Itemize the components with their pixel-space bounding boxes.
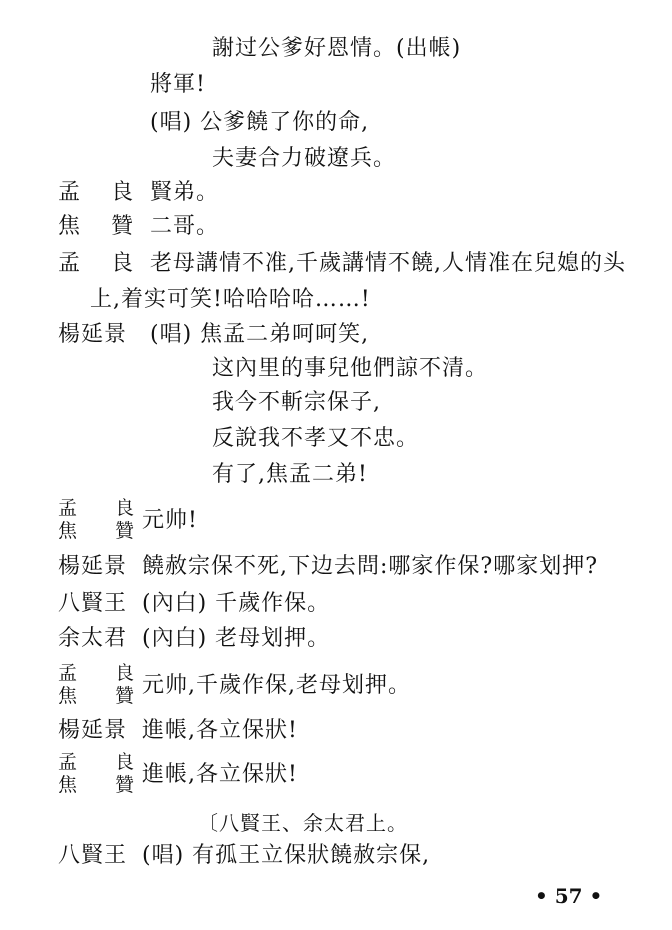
line-22: (唱) 有孤王立保狀饒赦宗保,	[142, 843, 431, 868]
speaker-meng-liang: 孟 良	[58, 251, 145, 276]
speaker-jiao-zan: 焦 贊	[58, 214, 145, 239]
line-10: 这內里的事兒他們諒不清。	[212, 356, 489, 381]
line-8: 上,着实可笑!哈哈哈哈……!	[90, 287, 371, 312]
line-4: 夫妻合力破遼兵。	[212, 146, 397, 171]
line-12: 反說我不孝又不忠。	[212, 426, 420, 451]
line-16: (內白) 千歲作保。	[142, 591, 331, 616]
speaker-she-tai-jun: 余太君	[58, 626, 128, 651]
speaker-yang-yanjing: 楊延景	[58, 322, 128, 347]
speaker-yang-yanjing: 楊延景	[58, 718, 128, 743]
line-14: 元帅!	[142, 508, 198, 533]
speaker-ba-xian-wang: 八賢王	[58, 843, 128, 868]
speaker-yang-yanjing: 楊延景	[58, 554, 128, 579]
page-number: • 57 •	[535, 884, 603, 908]
speaker-jiao-zan: 焦 贊	[58, 520, 151, 542]
line-13: 有了,焦孟二弟!	[212, 462, 368, 487]
line-9: (唱) 焦孟二弟呵呵笑,	[150, 322, 370, 347]
line-17: (內白) 老母划押。	[142, 626, 331, 651]
line-2: 將軍!	[150, 72, 206, 97]
line-15: 饒赦宗保不死,下边去問:哪家作保?哪家划押?	[142, 554, 598, 579]
line-20: 進帳,各立保狀!	[142, 762, 298, 787]
speaker-jiao-zan: 焦 贊	[58, 774, 151, 796]
speaker-ba-xian-wang: 八賢王	[58, 591, 128, 616]
line-1: 謝过公爹好恩情。(出帳)	[212, 36, 462, 61]
line-11: 我今不斬宗保子,	[212, 390, 381, 415]
line-3: (唱) 公爹饒了你的命,	[150, 110, 370, 135]
speaker-meng-liang: 孟 良	[58, 497, 151, 519]
speaker-meng-liang: 孟 良	[58, 180, 145, 205]
speaker-meng-liang: 孟 良	[58, 751, 151, 773]
speaker-jiao-zan: 焦 贊	[58, 685, 151, 707]
stage-direction: 〔八賢王、余太君上。	[198, 811, 408, 835]
line-7: 老母講情不准,千歲講情不饒,人情准在兒媳的头	[150, 251, 626, 276]
line-19: 進帳,各立保狀!	[142, 718, 298, 743]
speaker-meng-liang: 孟 良	[58, 662, 151, 684]
line-5: 賢弟。	[150, 180, 220, 205]
line-6: 二哥。	[150, 214, 220, 239]
line-18: 元帅,千歲作保,老母划押。	[142, 673, 411, 698]
